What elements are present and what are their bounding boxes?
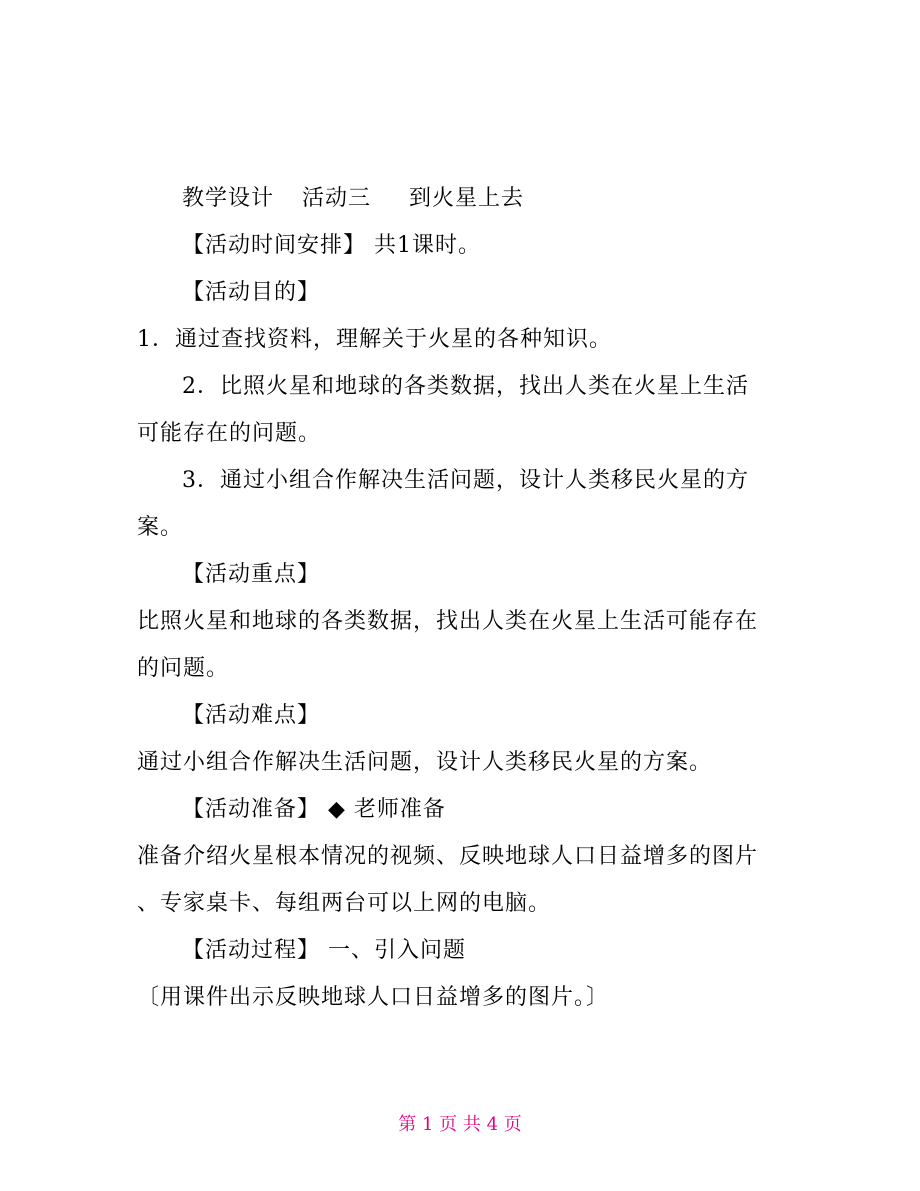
purpose-item-3: 3．通过小组合作解决生活问题，设计人类移民火星的方 xyxy=(182,468,749,493)
title-part-2: 活动三 xyxy=(302,186,372,211)
section-heading-focus: 【活动重点】 xyxy=(182,562,321,587)
preparation-text: 准备介绍火星根本情况的视频、反映地球人口日益增多的图片 xyxy=(137,844,759,869)
difficulty-text: 通过小组合作解决生活问题，设计人类移民火星的方案。 xyxy=(137,750,713,775)
schedule-line: 【活动时间安排】 共1课时。 xyxy=(182,233,481,258)
document-title xyxy=(182,184,842,214)
purpose-item-3-cont: 案。 xyxy=(137,515,184,540)
preparation-text-cont: 、专家桌卡、每组两台可以上网的电脑。 xyxy=(137,891,552,916)
focus-text-cont: 的问题。 xyxy=(137,656,230,681)
section-heading-preparation: 【活动准备】 ◆ 老师准备 xyxy=(182,797,446,822)
page-number-footer: 第 1 页 共 4 页 xyxy=(398,1114,522,1135)
process-text: 〔用课件出示反映地球人口日益增多的图片。〕 xyxy=(137,985,610,1010)
title-part-1: 教学设计 xyxy=(182,186,275,211)
section-heading-purpose: 【活动目的】 xyxy=(182,280,321,305)
title-part-3: 到火星上去 xyxy=(409,186,525,211)
purpose-item-1: 1．通过查找资料，理解关于火星的各种知识。 xyxy=(137,327,612,352)
focus-text: 比照火星和地球的各类数据，找出人类在火星上生活可能存在 xyxy=(137,609,759,634)
purpose-item-2-cont: 可能存在的问题。 xyxy=(137,421,322,446)
section-heading-process: 【活动过程】 一、引入问题 xyxy=(182,938,466,963)
section-heading-difficulty: 【活动难点】 xyxy=(182,703,321,728)
purpose-item-2: 2．比照火星和地球的各类数据，找出人类在火星上生活 xyxy=(182,374,749,399)
